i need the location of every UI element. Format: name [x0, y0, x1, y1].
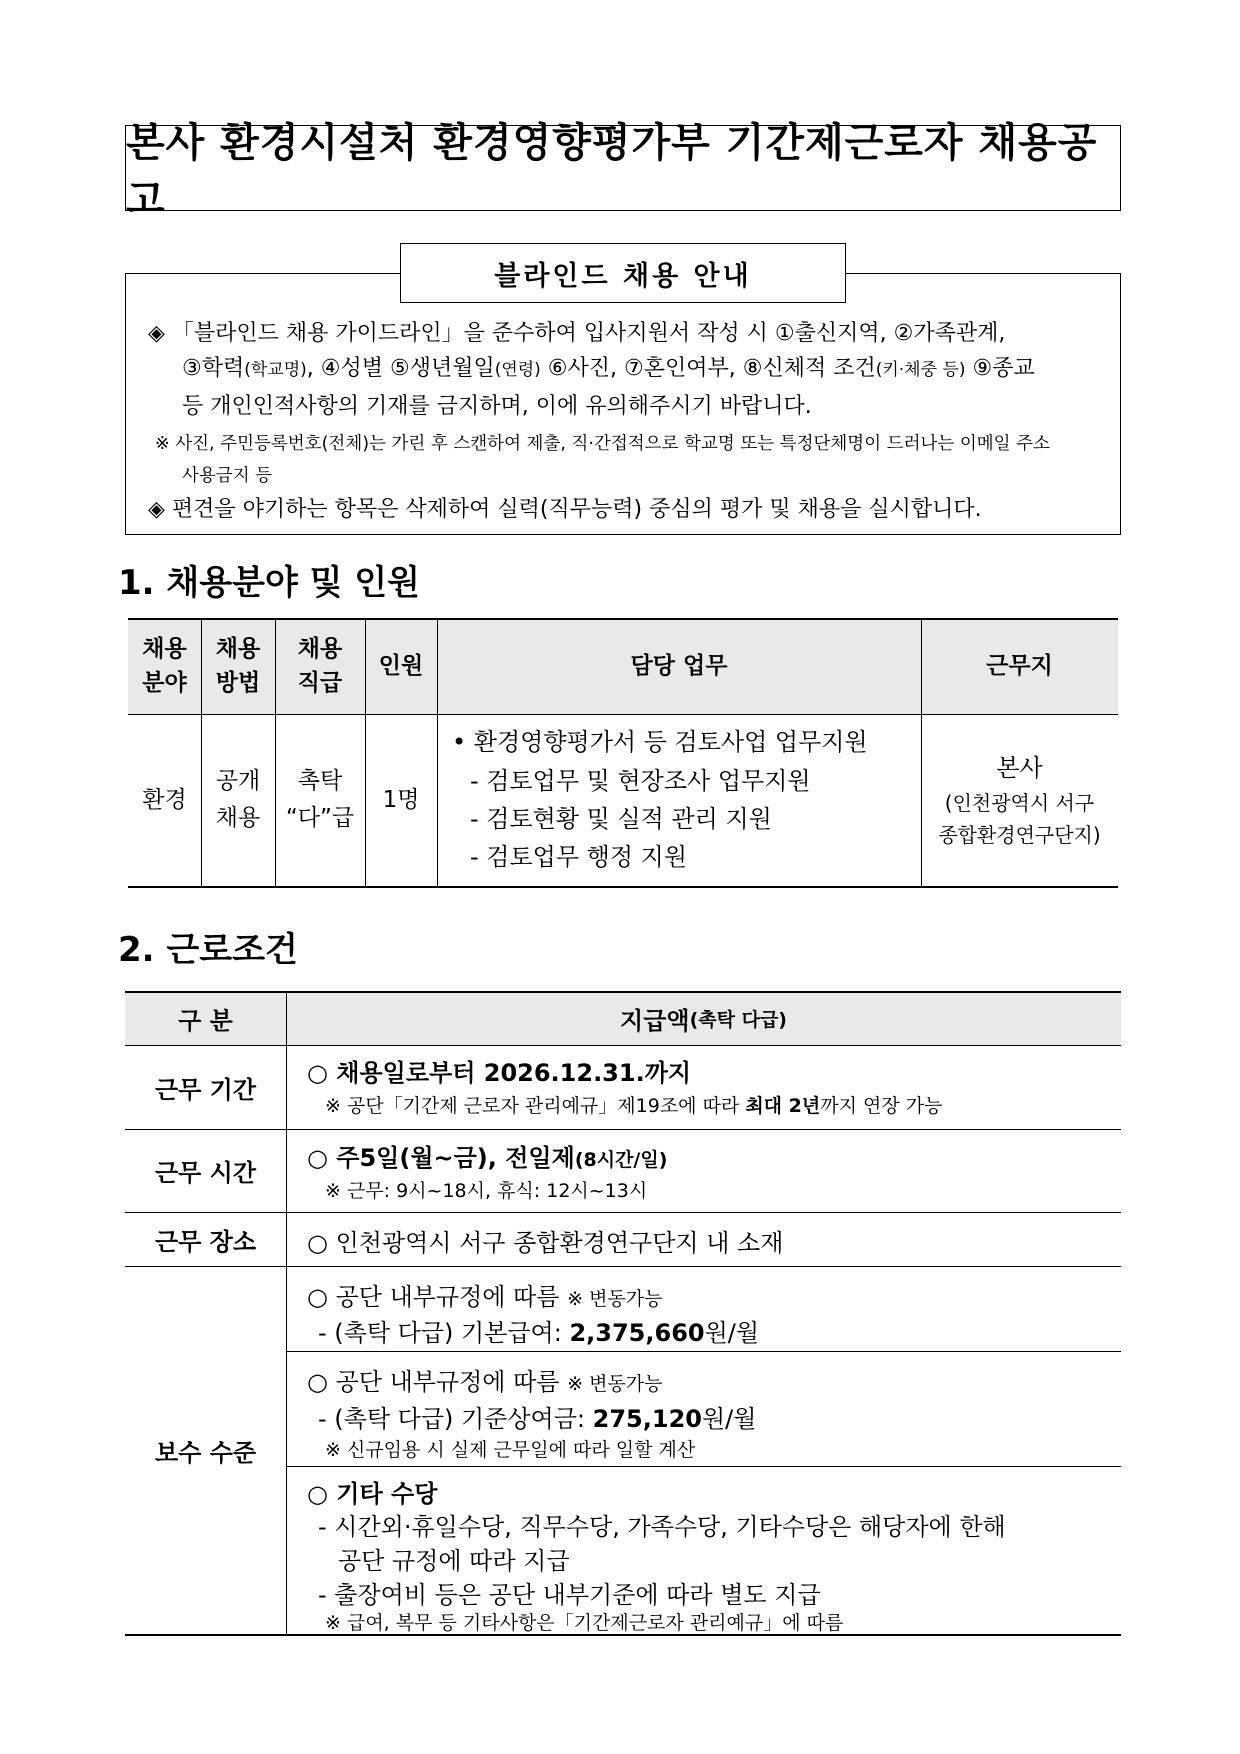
hours-label: 근무 시간 — [154, 1159, 257, 1187]
header-pay-amount: 지급액 (촉탁 다급) — [620, 1006, 787, 1035]
pay1-detail: - (촉탁 다급) 기본급여: 2,375,660원/월 — [318, 1319, 760, 1347]
place-label: 근무 장소 — [154, 1227, 257, 1256]
period-note: ※ 공단「기간제 근로자 관리예규」제19조에 따라 최대 2년까지 연장 가능 — [325, 1095, 943, 1117]
hours-main: ○ 주5일(월~금), 전일제(8시간/일) — [307, 1144, 668, 1172]
header-category: 구 분 — [178, 1006, 233, 1035]
hours-note: ※ 근무: 9시~18시, 휴식: 12시~13시 — [325, 1180, 648, 1202]
pay3-note: ※ 급여, 복무 등 기타사항은「기간제근로자 관리예규」에 따름 — [325, 1612, 844, 1634]
row-field: 환경 — [142, 786, 187, 813]
period-label: 근무 기간 — [154, 1075, 257, 1104]
pay2-main: ○ 공단 내부규정에 따름 ※ 변동가능 — [307, 1368, 663, 1396]
blind-bullet2: ◈ 편견을 야기하는 항목은 삭제하여 실력(직무능력) 중심의 평가 및 채용을 실시합니다. — [148, 497, 982, 522]
header-field: 채용 분야 — [142, 635, 187, 696]
title-box — [125, 120, 1121, 223]
blind-note-line2: 사용금지 등 — [182, 466, 273, 486]
blind-bullet1-line3: 등 개인인적사항의 기재를 금지하며, 이에 유의해주시기 바랍니다. — [182, 394, 812, 419]
place-main: ○ 인천광역시 서구 종합환경연구단지 내 소재 — [307, 1229, 784, 1257]
pay3-line1: - 시간외·휴일수당, 직무수당, 가족수당, 기타수당은 해당자에 한해 — [318, 1513, 1006, 1541]
header-place: 근무지 — [986, 652, 1053, 679]
section2-heading: 2. 근로조건 — [118, 930, 298, 970]
header-method: 채용 방법 — [215, 635, 261, 696]
header-count: 인원 — [378, 652, 424, 679]
row-grade: 촉탁 “다”급 — [285, 768, 355, 831]
conditions-table — [125, 991, 1121, 1636]
header-duty: 담당 업무 — [630, 652, 728, 679]
pay3-line3: - 출장여비 등은 공단 내부기준에 따라 별도 지급 — [318, 1581, 821, 1609]
header-grade: 채용 직급 — [297, 635, 343, 696]
period-main: ○ 채용일로부터 2026.12.31.까지 — [307, 1059, 692, 1087]
blind-bullet1-line1: ◈ 「블라인드 채용 가이드라인」을 준수하여 입사지원서 작성 시 ①출신지역, ②가족관계, — [148, 321, 1006, 346]
section1-heading: 1. 채용분야 및 인원 — [118, 563, 420, 603]
row-method: 공개 채용 — [215, 768, 261, 831]
row-count: 1명 — [382, 786, 420, 813]
blind-notice-label-box — [400, 243, 846, 303]
pay3-main: ○ 기타 수당 — [307, 1480, 438, 1508]
pay2-extra: ※ 신규임용 시 실제 근무일에 따라 일할 계산 — [325, 1439, 696, 1461]
recruitment-table — [128, 618, 1118, 888]
row-duty: • 환경영향평가서 등 검토사업 업무지원 - 검토업무 및 현장조사 업무지원 - 검토현황 및 실적 관리 지원 - 검토업무 행정 지원 — [452, 728, 868, 872]
pay-label: 보수 수준 — [154, 1438, 257, 1467]
pay2-detail: - (촉탁 다급) 기준상여금: 275,120원/월 — [318, 1405, 757, 1433]
page-title: 본사 환경시설처 환경영향평가부 기간제근로자 채용공고 — [126, 120, 1098, 223]
pay3-line2: 공단 규정에 따라 지급 — [338, 1547, 570, 1575]
blind-notice-label: 블라인드 채용 안내 — [494, 260, 752, 292]
row-place: 본사 (인천광역시 서구 종합환경연구단지) — [938, 753, 1101, 848]
blind-note-line1: ※ 사진, 주민등록번호(전체)는 가린 후 스캔하여 제출, 직·간접적으로 학교명 또는 특정단체명이 드러나는 이메일 주소 — [155, 434, 1050, 454]
pay1-main: ○ 공단 내부규정에 따름 ※ 변동가능 — [307, 1283, 663, 1311]
blind-bullet1-line2: ③학력(학교명), ④성별 ⑤생년월일(연령) ⑥사진, ⑦혼인여부, ⑧신체적 조건(키·체중 등) ⑨종교 — [182, 356, 1035, 381]
